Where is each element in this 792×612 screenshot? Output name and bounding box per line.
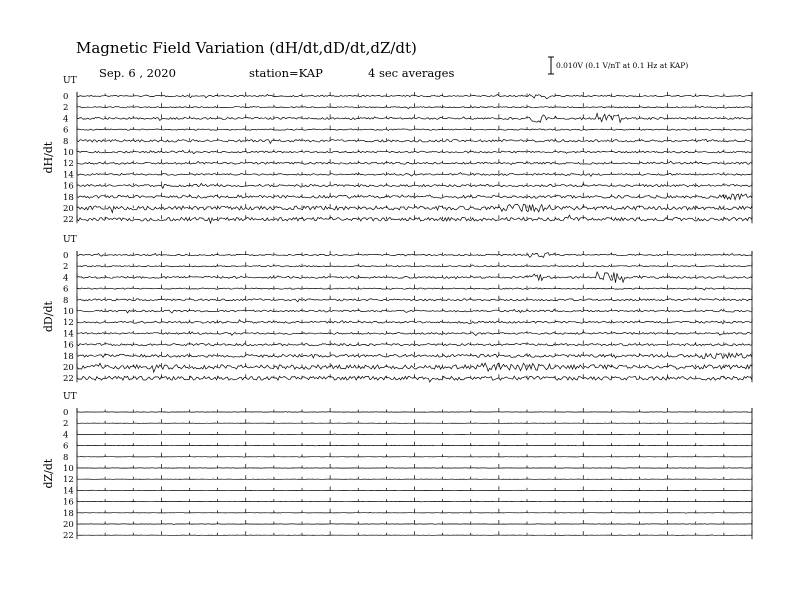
- hour-label: 6: [63, 284, 69, 295]
- hour-label: 10: [63, 307, 74, 317]
- hour-label: 4: [63, 430, 69, 441]
- hour-label: 14: [63, 170, 74, 181]
- hour-label: 18: [63, 508, 74, 519]
- ut-axis-label: UT: [63, 392, 77, 402]
- page-title: Magnetic Field Variation (dH/dt,dD/dt,dZ/dt): [76, 39, 417, 57]
- component-label: dZ/dt: [42, 458, 55, 489]
- scale-label: 0.010V (0.1 V/nT at 0.1 Hz at KAP): [556, 61, 689, 70]
- hour-label: 12: [63, 475, 74, 486]
- hour-label: 0: [63, 251, 69, 261]
- component-label: dH/dt: [42, 141, 55, 174]
- hour-label: 6: [63, 441, 69, 452]
- hour-label: 18: [63, 192, 74, 203]
- hour-label: 12: [63, 318, 74, 329]
- hour-label: 10: [63, 464, 74, 474]
- ut-axis-label: UT: [63, 76, 77, 86]
- hour-label: 4: [63, 273, 69, 284]
- hour-label: 2: [63, 419, 69, 430]
- hour-label: 10: [63, 148, 74, 158]
- hour-label: 20: [63, 204, 74, 214]
- hour-label: 2: [63, 262, 69, 273]
- hour-label: 8: [63, 452, 69, 463]
- hour-label: 8: [63, 136, 69, 147]
- panel-2: [42, 235, 752, 384]
- hour-label: 8: [63, 295, 69, 306]
- hour-label: 22: [63, 374, 74, 385]
- hour-label: 6: [63, 125, 69, 136]
- hour-label: 16: [63, 497, 74, 508]
- panel-1: [42, 76, 752, 225]
- hour-label: 0: [63, 408, 69, 418]
- hour-label: 22: [63, 531, 74, 542]
- component-label: dD/dt: [42, 301, 55, 333]
- hour-label: 22: [63, 215, 74, 226]
- hour-label: 20: [63, 363, 74, 373]
- scale-bar: [548, 57, 554, 74]
- hour-label: 18: [63, 351, 74, 362]
- hour-label: 4: [63, 114, 69, 125]
- panel-3: [42, 392, 752, 541]
- date-label: Sep. 6 , 2020: [99, 66, 176, 80]
- hour-label: 0: [63, 92, 69, 102]
- hour-label: 14: [63, 486, 74, 497]
- averages-label: 4 sec averages: [368, 66, 455, 80]
- hour-label: 16: [63, 181, 74, 192]
- hour-label: 16: [63, 340, 74, 351]
- hour-label: 20: [63, 520, 74, 530]
- hour-label: 14: [63, 329, 74, 340]
- hour-label: 2: [63, 103, 69, 114]
- hour-label: 12: [63, 159, 74, 170]
- station-label: station=KAP: [249, 66, 323, 80]
- ut-axis-label: UT: [63, 235, 77, 245]
